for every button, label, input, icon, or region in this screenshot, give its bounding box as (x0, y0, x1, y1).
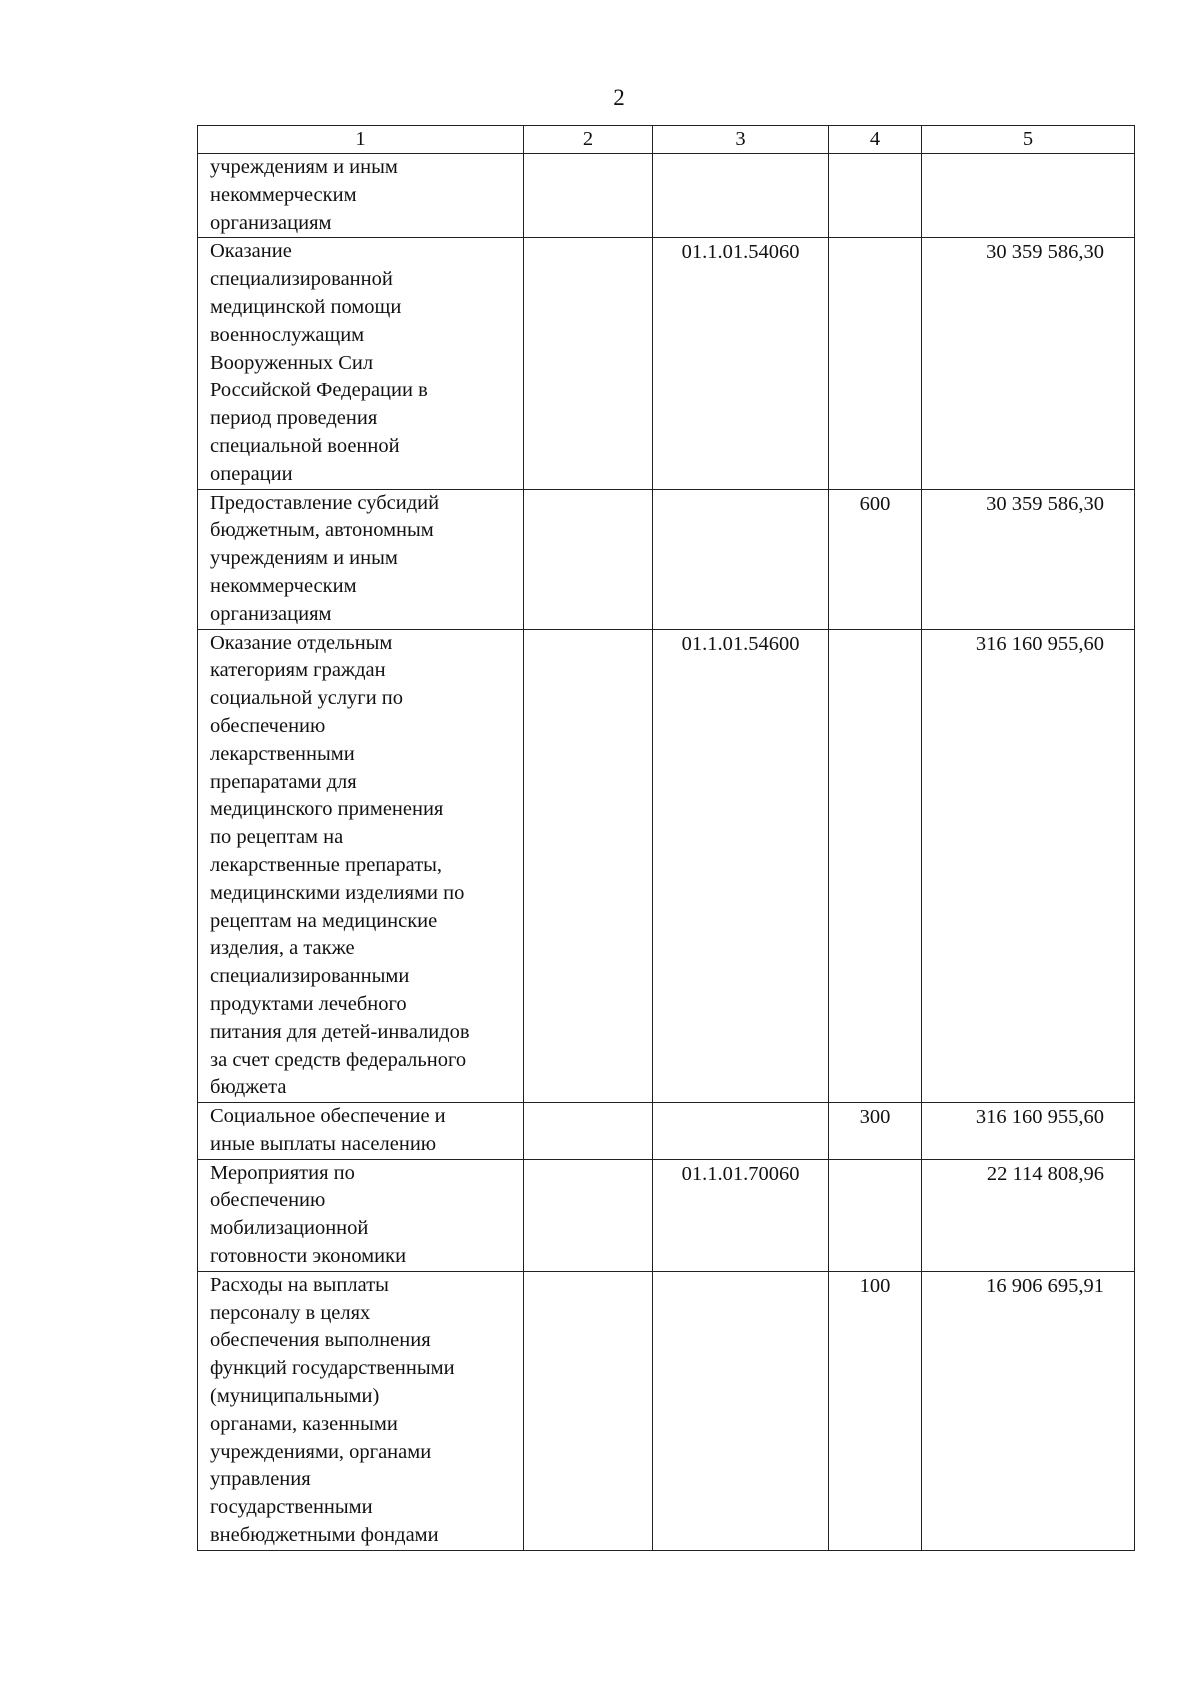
row-code: 01.1.01.70060 (653, 1159, 829, 1271)
row-amount: 316 160 955,60 (922, 1103, 1135, 1160)
row-code (653, 154, 829, 238)
table-row (198, 629, 1135, 1103)
page-number: 2 (613, 85, 625, 110)
row-amount: 22 114 808,96 (922, 1159, 1135, 1271)
column-header: 3 (653, 126, 829, 154)
row-col2 (524, 1271, 653, 1550)
budget-table (197, 125, 1135, 1551)
row-type: 300 (829, 1103, 922, 1160)
row-amount: 30 359 586,30 (922, 238, 1135, 489)
row-name: Социальное обеспечение и иные выплаты населению (198, 1103, 524, 1160)
row-code (653, 489, 829, 629)
row-code (653, 1103, 829, 1160)
row-code (653, 1271, 829, 1550)
table-row (198, 1103, 1135, 1160)
row-col2 (524, 489, 653, 629)
table-row (198, 489, 1135, 629)
row-col2 (524, 238, 653, 489)
row-name: Предоставление субсидий бюджетным, автономным учреждениям и иным некоммерческим организациям (198, 489, 524, 629)
column-header: 1 (198, 126, 524, 154)
table-row (198, 1271, 1135, 1550)
row-type: 100 (829, 1271, 922, 1550)
row-col2 (524, 1103, 653, 1160)
column-header: 4 (829, 126, 922, 154)
row-type (829, 238, 922, 489)
row-type (829, 1159, 922, 1271)
row-amount: 316 160 955,60 (922, 629, 1135, 1103)
row-name: учреждениям и иным некоммерческим организациям (198, 154, 524, 238)
row-name: Расходы на выплаты персоналу в целях обеспечения выполнения функций государственными (муниципальными) органами, казенными учреждениями, органами управления государственными внебюджетными фондами (198, 1271, 524, 1550)
row-col2 (524, 1159, 653, 1271)
row-name: Мероприятия по обеспечению мобилизационной готовности экономики (198, 1159, 524, 1271)
row-col2 (524, 629, 653, 1103)
table-row (198, 154, 1135, 238)
row-code: 01.1.01.54060 (653, 238, 829, 489)
table-row (198, 1159, 1135, 1271)
table-header-row (198, 126, 1135, 154)
row-name: Оказание специализированной медицинской помощи военнослужащим Вооруженных Сил Российской Федерации в период проведения специальной военной операции (198, 238, 524, 489)
row-type: 600 (829, 489, 922, 629)
row-type (829, 629, 922, 1103)
row-col2 (524, 154, 653, 238)
row-code: 01.1.01.54600 (653, 629, 829, 1103)
column-header: 5 (922, 126, 1135, 154)
row-amount: 30 359 586,30 (922, 489, 1135, 629)
column-header: 2 (524, 126, 653, 154)
row-name: Оказание отдельным категориям граждан социальной услуги по обеспечению лекарственными препаратами для медицинского применения по рецептам на лекарственные препараты, медицинскими изделиями по рецептам на медицинские изделия, а также специализированными продуктами лечебного питания для детей-инвалидов за счет средств федерального бюджета (198, 629, 524, 1103)
row-amount: 16 906 695,91 (922, 1271, 1135, 1550)
row-type (829, 154, 922, 238)
row-amount (922, 154, 1135, 238)
table-row (198, 238, 1135, 489)
